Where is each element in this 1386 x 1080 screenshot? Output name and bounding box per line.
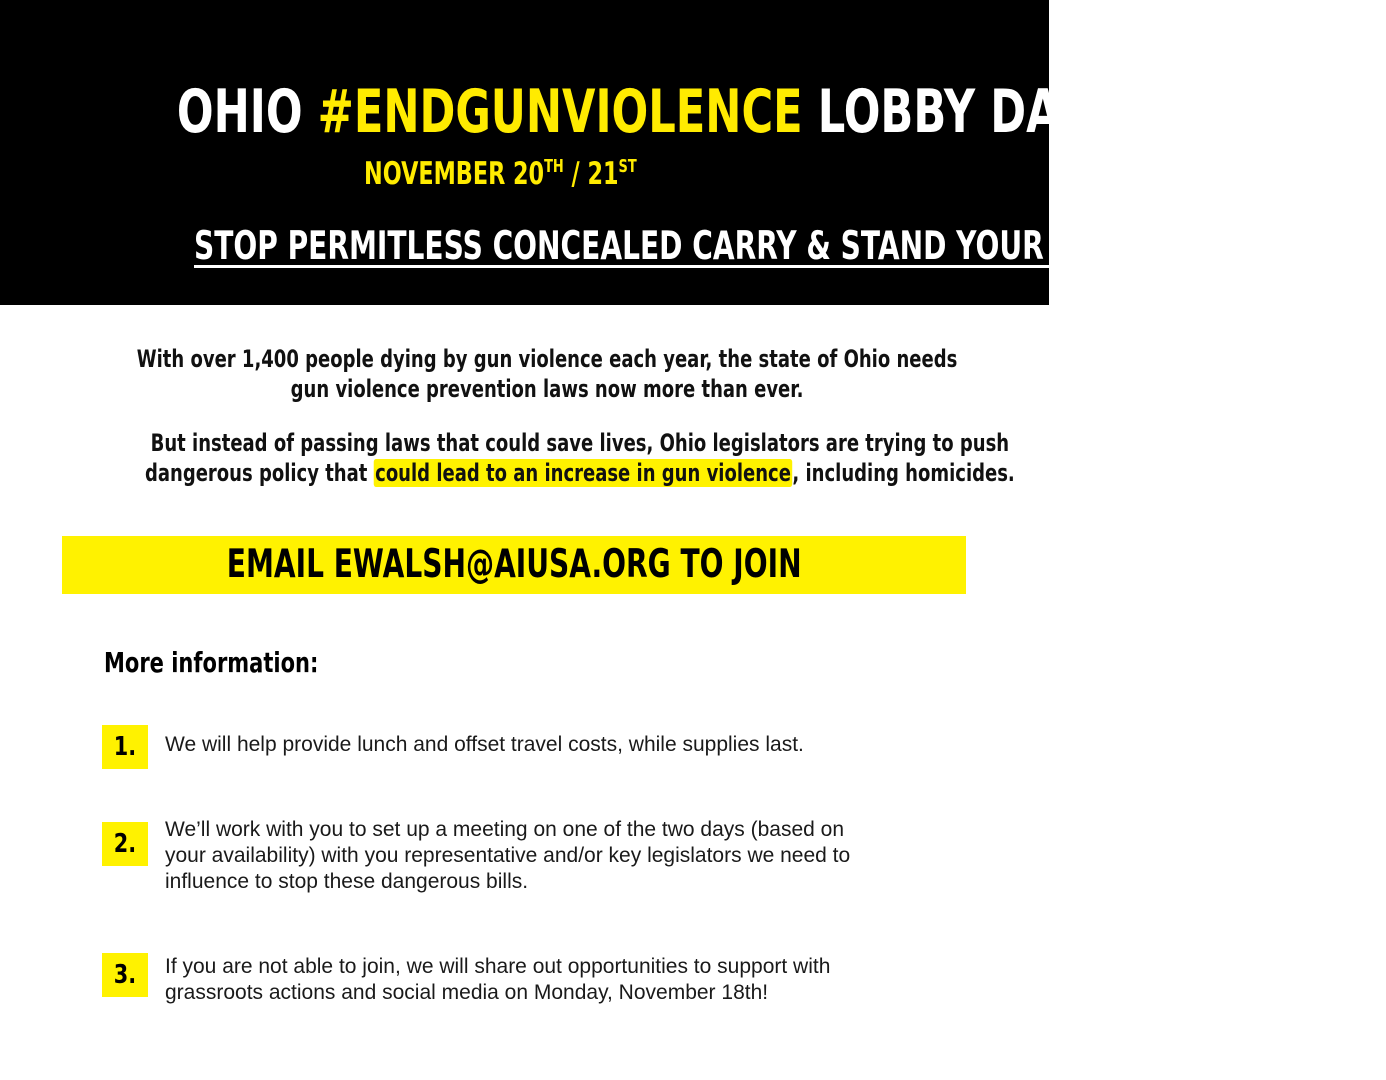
title-hashtag: #ENDGUNVIOLENCE xyxy=(317,77,803,147)
date-suffix-2: ST xyxy=(618,156,637,177)
item-number-badge xyxy=(102,725,148,769)
title-suffix: LOBBY DAY xyxy=(802,77,1087,147)
info-item-line: We’ll work with you to set up a meeting on one of the two days (based on xyxy=(165,818,844,841)
info-item-line: We will help provide lunch and offset travel costs, while supplies last. xyxy=(165,733,804,756)
event-dates xyxy=(0,152,1000,196)
info-item-line: influence to stop these dangerous bills. xyxy=(165,870,529,893)
more-info-heading xyxy=(104,644,390,682)
info-item-line: your availability) with you representative and/or key legislators we need to xyxy=(165,844,851,867)
title-prefix: OHIO xyxy=(176,77,318,147)
intro-line-4-before: dangerous policy that xyxy=(144,459,374,487)
date-suffix-1: TH xyxy=(543,156,564,177)
info-item-1 xyxy=(165,732,965,758)
email-cta-label: EMAIL EWALSH@AIUSA.ORG TO JOIN xyxy=(226,542,802,587)
item-number-badge xyxy=(102,822,148,866)
intro-line-4-after: , including homicides. xyxy=(792,459,1015,487)
intro-paragraph-2 xyxy=(0,428,1049,488)
item-number-badge xyxy=(102,953,148,997)
intro-line-2: gun violence prevention laws now more than ever. xyxy=(290,375,804,403)
item-number: 3. xyxy=(113,960,137,990)
intro-paragraph-1 xyxy=(0,344,1049,404)
item-number: 1. xyxy=(113,732,137,762)
date-part-1: NOVEMBER 20 xyxy=(363,156,544,192)
email-cta-banner[interactable] xyxy=(62,536,966,594)
info-item-2 xyxy=(165,817,965,895)
info-item-3 xyxy=(165,954,965,1006)
date-part-2: / 21 xyxy=(563,156,619,192)
info-item-line: If you are not able to join, we will share out opportunities to support with xyxy=(165,955,831,978)
subtitle xyxy=(0,222,1192,272)
page-title xyxy=(0,72,1087,152)
intro-line-3: But instead of passing laws that could save lives, Ohio legislators are trying to push xyxy=(150,429,1010,457)
subtitle-text: STOP PERMITLESS CONCEALED CARRY & STAND YOUR GROUND xyxy=(194,224,1192,269)
item-number: 2. xyxy=(113,829,137,859)
highlighted-phrase: could lead to an increase in gun violence xyxy=(375,459,791,487)
more-info-heading-text: More information: xyxy=(104,646,319,679)
intro-line-1: With over 1,400 people dying by gun violence each year, the state of Ohio needs xyxy=(136,345,958,373)
info-item-line: grassroots actions and social media on Monday, November 18th! xyxy=(165,981,769,1004)
